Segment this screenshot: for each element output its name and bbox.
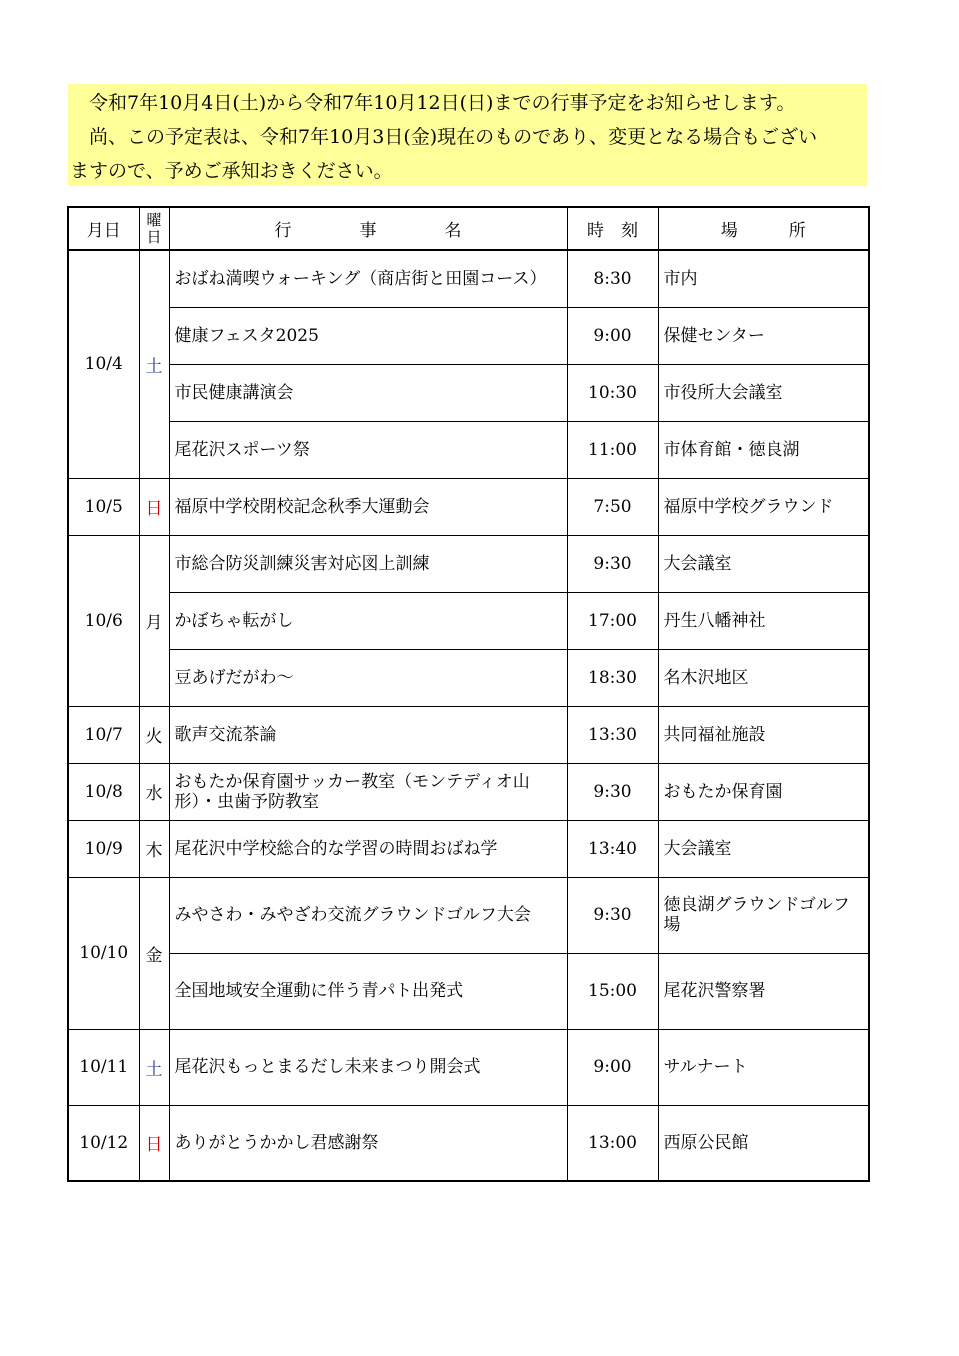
header-place: 場 所 — [658, 207, 869, 250]
header-dow: 曜 日 — [139, 207, 169, 250]
time-cell: 13:30 — [567, 706, 658, 763]
event-cell: 健康フェスタ2025 — [169, 307, 567, 364]
place-cell: サルナート — [658, 1029, 869, 1105]
notice-line-3: ますので、予めご承知おきください。 — [70, 160, 393, 182]
header-date: 月日 — [68, 207, 139, 250]
place-cell: 共同福祉施設 — [658, 706, 869, 763]
table-row — [68, 649, 869, 706]
date-cell: 10/9 — [68, 820, 139, 877]
table-row — [68, 478, 869, 535]
date-cell: 10/11 — [68, 1029, 139, 1105]
event-cell: 市民健康講演会 — [169, 364, 567, 421]
table-row — [68, 364, 869, 421]
place-cell: 保健センター — [658, 307, 869, 364]
time-cell: 9:00 — [567, 307, 658, 364]
table-row — [68, 592, 869, 649]
date-cell: 10/5 — [68, 478, 139, 535]
header-time: 時 刻 — [567, 207, 658, 250]
table-row — [68, 877, 869, 953]
dow-cell: 土 — [139, 1029, 169, 1105]
event-cell: ありがとうかかし君感謝祭 — [169, 1105, 567, 1181]
time-cell: 18:30 — [567, 649, 658, 706]
place-cell: 市内 — [658, 250, 869, 307]
table-row — [68, 706, 869, 763]
time-cell: 11:00 — [567, 421, 658, 478]
table-row — [68, 953, 869, 1029]
table-row — [68, 1105, 869, 1181]
event-cell: 福原中学校閉校記念秋季大運動会 — [169, 478, 567, 535]
event-cell: 豆あげだがわ〜 — [169, 649, 567, 706]
dow-cell: 日 — [139, 1105, 169, 1181]
dow-cell: 日 — [139, 478, 169, 535]
date-cell: 10/6 — [68, 535, 139, 706]
time-cell: 7:50 — [567, 478, 658, 535]
event-cell: 歌声交流茶論 — [169, 706, 567, 763]
place-cell: 尾花沢警察署 — [658, 953, 869, 1029]
place-cell: 市体育館・徳良湖 — [658, 421, 869, 478]
date-cell: 10/12 — [68, 1105, 139, 1181]
event-cell: おもたか保育園サッカー教室（モンテディオ山形）・虫歯予防教室 — [169, 763, 567, 820]
time-cell: 9:30 — [567, 763, 658, 820]
dow-cell: 木 — [139, 820, 169, 877]
place-cell: 丹生八幡神社 — [658, 592, 869, 649]
place-cell: 徳良湖グラウンドゴルフ場 — [658, 877, 869, 953]
event-cell: おばね満喫ウォーキング（商店街と田園コース） — [169, 250, 567, 307]
date-cell: 10/4 — [68, 250, 139, 478]
time-cell: 10:30 — [567, 364, 658, 421]
schedule-table — [67, 206, 870, 1182]
time-cell: 13:40 — [567, 820, 658, 877]
dow-cell: 土 — [139, 250, 169, 478]
event-cell: 尾花沢スポーツ祭 — [169, 421, 567, 478]
dow-cell: 金 — [139, 877, 169, 1029]
time-cell: 13:00 — [567, 1105, 658, 1181]
dow-cell: 月 — [139, 535, 169, 706]
notice-line-2: 尚、この予定表は、令和7年10月3日(金)現在のものであり、変更となる場合もござい — [89, 126, 818, 148]
time-cell: 8:30 — [567, 250, 658, 307]
place-cell: 名木沢地区 — [658, 649, 869, 706]
date-cell: 10/8 — [68, 763, 139, 820]
place-cell: 大会議室 — [658, 535, 869, 592]
event-cell: 全国地域安全運動に伴う青パト出発式 — [169, 953, 567, 1029]
table-row — [68, 820, 869, 877]
date-cell: 10/10 — [68, 877, 139, 1029]
place-cell: おもたか保育園 — [658, 763, 869, 820]
place-cell: 福原中学校グラウンド — [658, 478, 869, 535]
table-row — [68, 250, 869, 307]
table-header-row — [68, 207, 869, 250]
table-row — [68, 535, 869, 592]
time-cell: 15:00 — [567, 953, 658, 1029]
place-cell: 市役所大会議室 — [658, 364, 869, 421]
date-cell: 10/7 — [68, 706, 139, 763]
table-row — [68, 763, 869, 820]
event-cell: 尾花沢中学校総合的な学習の時間おばね学 — [169, 820, 567, 877]
dow-cell: 水 — [139, 763, 169, 820]
time-cell: 9:30 — [567, 535, 658, 592]
place-cell: 西原公民館 — [658, 1105, 869, 1181]
event-cell: みやさわ・みやざわ交流グラウンドゴルフ大会 — [169, 877, 567, 953]
table-row — [68, 1029, 869, 1105]
notice-box — [68, 84, 867, 186]
event-cell: かぼちゃ転がし — [169, 592, 567, 649]
time-cell: 17:00 — [567, 592, 658, 649]
dow-cell: 火 — [139, 706, 169, 763]
time-cell: 9:30 — [567, 877, 658, 953]
table-row — [68, 307, 869, 364]
notice-line-1: 令和7年10月4日(土)から令和7年10月12日(日)までの行事予定をお知らせします。 — [89, 92, 796, 114]
header-event: 行 事 名 — [169, 207, 567, 250]
time-cell: 9:00 — [567, 1029, 658, 1105]
table-row — [68, 421, 869, 478]
event-cell: 尾花沢もっとまるだし未来まつり開会式 — [169, 1029, 567, 1105]
event-cell: 市総合防災訓練災害対応図上訓練 — [169, 535, 567, 592]
place-cell: 大会議室 — [658, 820, 869, 877]
